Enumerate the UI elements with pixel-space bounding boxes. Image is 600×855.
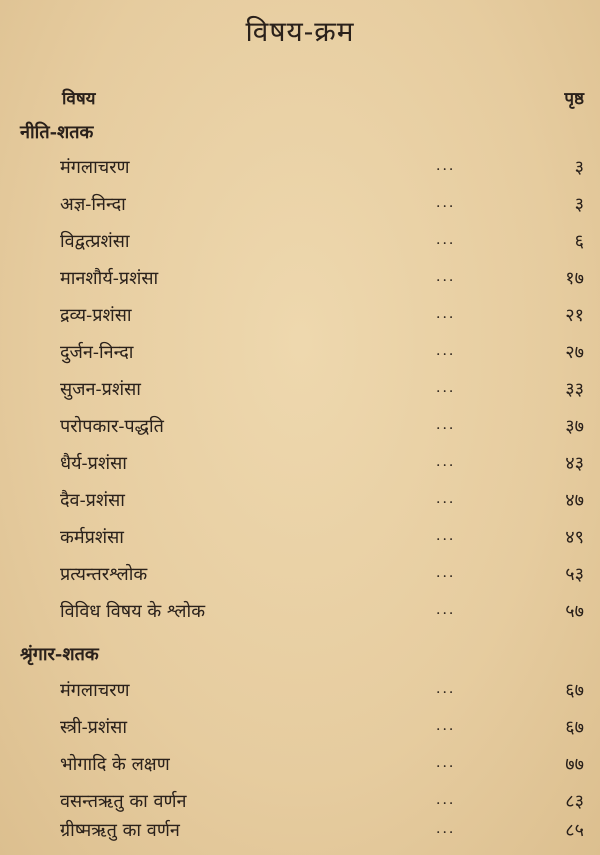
entry-label: द्रव्य-प्रशंसा (60, 305, 132, 326)
entry-label: दैव-प्रशंसा (60, 490, 125, 511)
leader-dots: ··· (436, 606, 456, 622)
leader-dots: ··· (436, 310, 456, 326)
entry-page-number: ६७ (565, 680, 584, 701)
toc-entry (0, 229, 600, 263)
entry-label: स्त्री-प्रशंसा (60, 717, 127, 738)
toc-entry (0, 377, 600, 411)
entry-label: भोगादि के लक्षण (60, 754, 170, 775)
leader-dots: ··· (436, 421, 456, 437)
entry-label: कर्मप्रशंसा (60, 527, 124, 548)
toc-entry (0, 451, 600, 485)
toc-entry (0, 488, 600, 522)
entry-page-number: ४९ (565, 527, 584, 548)
entry-label: अज्ञ-निन्दा (60, 194, 126, 215)
entry-page-number: २७ (565, 342, 584, 363)
entry-label: सुजन-प्रशंसा (60, 379, 141, 400)
entry-label: ग्रीष्मऋतु का वर्णन (60, 820, 180, 841)
section-heading-niti-shatak: नीति-शतक (20, 122, 94, 143)
toc-entry (0, 752, 600, 786)
column-header-subject: विषय (62, 89, 96, 109)
column-header-page: पृष्ठ (564, 89, 584, 109)
entry-label: प्रत्यन्तरश्लोक (60, 564, 148, 585)
toc-entry (0, 818, 600, 852)
entry-label: परोपकार-पद्धति (60, 416, 164, 437)
entry-page-number: ३ (574, 157, 584, 178)
entry-label: दुर्जन-निन्दा (60, 342, 134, 363)
entry-page-number: ७७ (565, 754, 584, 775)
page-title: विषय-क्रम (245, 15, 355, 48)
toc-entry (0, 192, 600, 226)
leader-dots: ··· (436, 199, 456, 215)
leader-dots: ··· (436, 273, 456, 289)
entry-page-number: ८५ (565, 820, 584, 841)
leader-dots: ··· (436, 347, 456, 363)
toc-entry (0, 414, 600, 448)
entry-page-number: ६ (574, 231, 584, 252)
entry-label: धैर्य-प्रशंसा (60, 453, 127, 474)
toc-entry (0, 715, 600, 749)
entry-page-number: ४७ (565, 490, 584, 511)
toc-entry (0, 678, 600, 712)
entry-page-number: १७ (565, 268, 584, 289)
entry-label: मानशौर्य-प्रशंसा (60, 268, 159, 289)
leader-dots: ··· (436, 796, 456, 812)
entry-page-number: ४३ (565, 453, 584, 474)
entry-page-number: ३७ (565, 416, 584, 437)
entry-page-number: ५३ (565, 564, 584, 585)
toc-entry (0, 303, 600, 337)
entry-label: मंगलाचरण (60, 157, 130, 178)
entry-page-number: ५७ (565, 601, 584, 622)
leader-dots: ··· (436, 458, 456, 474)
leader-dots: ··· (436, 685, 456, 701)
toc-entry (0, 155, 600, 189)
leader-dots: ··· (436, 162, 456, 178)
entry-label: वसन्तऋतु का वर्णन (60, 791, 187, 812)
leader-dots: ··· (436, 569, 456, 585)
entry-page-number: ६७ (565, 717, 584, 738)
leader-dots: ··· (436, 236, 456, 252)
toc-entry (0, 562, 600, 596)
section-heading-shringar-shatak: श्रृंगार-शतक (20, 644, 99, 665)
entry-page-number: ८३ (565, 791, 584, 812)
toc-entry (0, 525, 600, 559)
entry-label: विविध विषय के श्लोक (60, 601, 206, 622)
entry-page-number: ३ (574, 194, 584, 215)
entry-label: मंगलाचरण (60, 680, 130, 701)
leader-dots: ··· (436, 825, 456, 841)
leader-dots: ··· (436, 532, 456, 548)
leader-dots: ··· (436, 495, 456, 511)
leader-dots: ··· (436, 722, 456, 738)
entry-page-number: २१ (565, 305, 584, 326)
entry-label: विद्वत्प्रशंसा (60, 231, 130, 252)
toc-entry (0, 266, 600, 300)
leader-dots: ··· (436, 384, 456, 400)
entry-page-number: ३३ (565, 379, 584, 400)
toc-entry (0, 599, 600, 633)
toc-entry (0, 340, 600, 374)
leader-dots: ··· (436, 759, 456, 775)
